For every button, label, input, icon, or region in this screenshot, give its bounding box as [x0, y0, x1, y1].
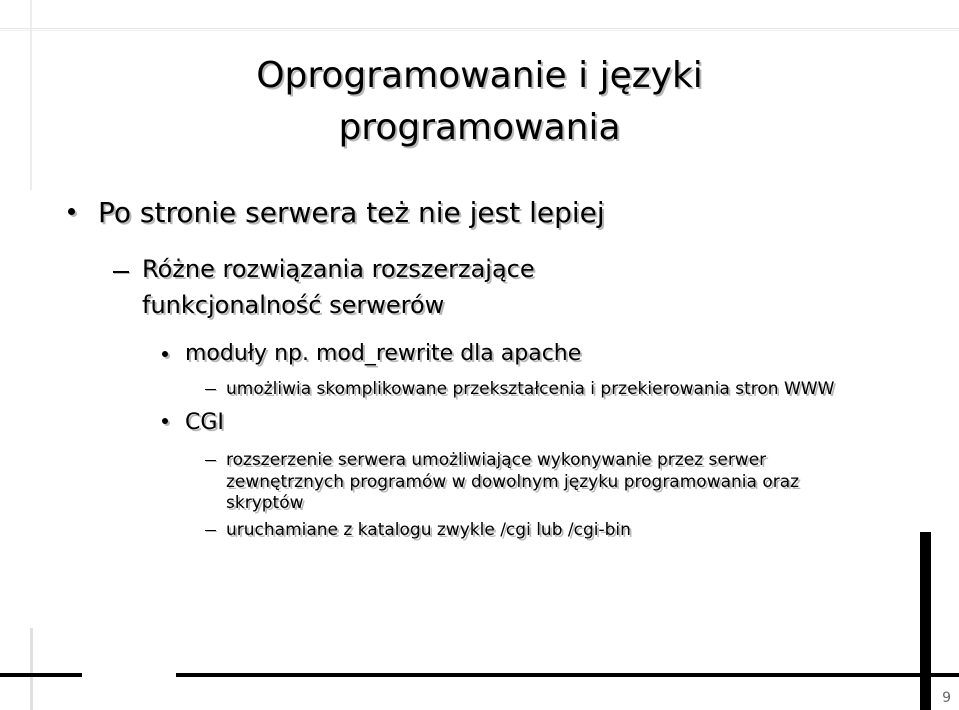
bottom-rule: [176, 673, 959, 677]
bullet-dot: [68, 208, 75, 215]
bullet-dot: [162, 418, 168, 424]
page-number: 9: [942, 690, 951, 706]
dash-bullet: [205, 389, 216, 390]
detail-cgi-line3: skryptów: [226, 493, 304, 513]
right-vertical-bar: [920, 532, 931, 710]
sub-bullet-solutions-line1: Różne rozwiązania rozszerzające: [142, 255, 535, 283]
slide-title-line2: programowania: [338, 107, 621, 148]
detail-cgi-line2: zewnętrznych programów w dowolnym języku programowania oraz: [226, 472, 800, 492]
bottom-left-rule: [0, 673, 82, 677]
point-cgi: CGI: [185, 410, 224, 435]
dash-bullet: [113, 271, 129, 273]
dash-bullet: [205, 460, 216, 461]
detail-cgi-directory: uruchamiane z katalogu zwykle /cgi lub /cgi-bin: [226, 520, 631, 540]
top-rule-gap: [0, 30, 959, 31]
left-rule-bottom: [30, 628, 33, 710]
dash-bullet: [205, 530, 216, 531]
bullet-dot: [162, 351, 168, 357]
slide-title-line1: Oprogramowanie i języki: [256, 55, 703, 96]
detail-cgi-line1: rozszerzenie serwera umożliwiające wykonywanie przez serwer: [226, 450, 767, 470]
sub-bullet-solutions-line2: funkcjonalność serwerów: [142, 291, 445, 319]
top-rule: [0, 28, 959, 29]
detail-modules: umożliwia skomplikowane przekształcenia i przekierowania stron WWW: [226, 379, 835, 399]
left-rule-mid: [30, 160, 32, 190]
point-modules: moduły np. mod_rewrite dla apache: [185, 341, 582, 366]
bullet-server-side: Po stronie serwera też nie jest lepiej: [98, 196, 605, 229]
